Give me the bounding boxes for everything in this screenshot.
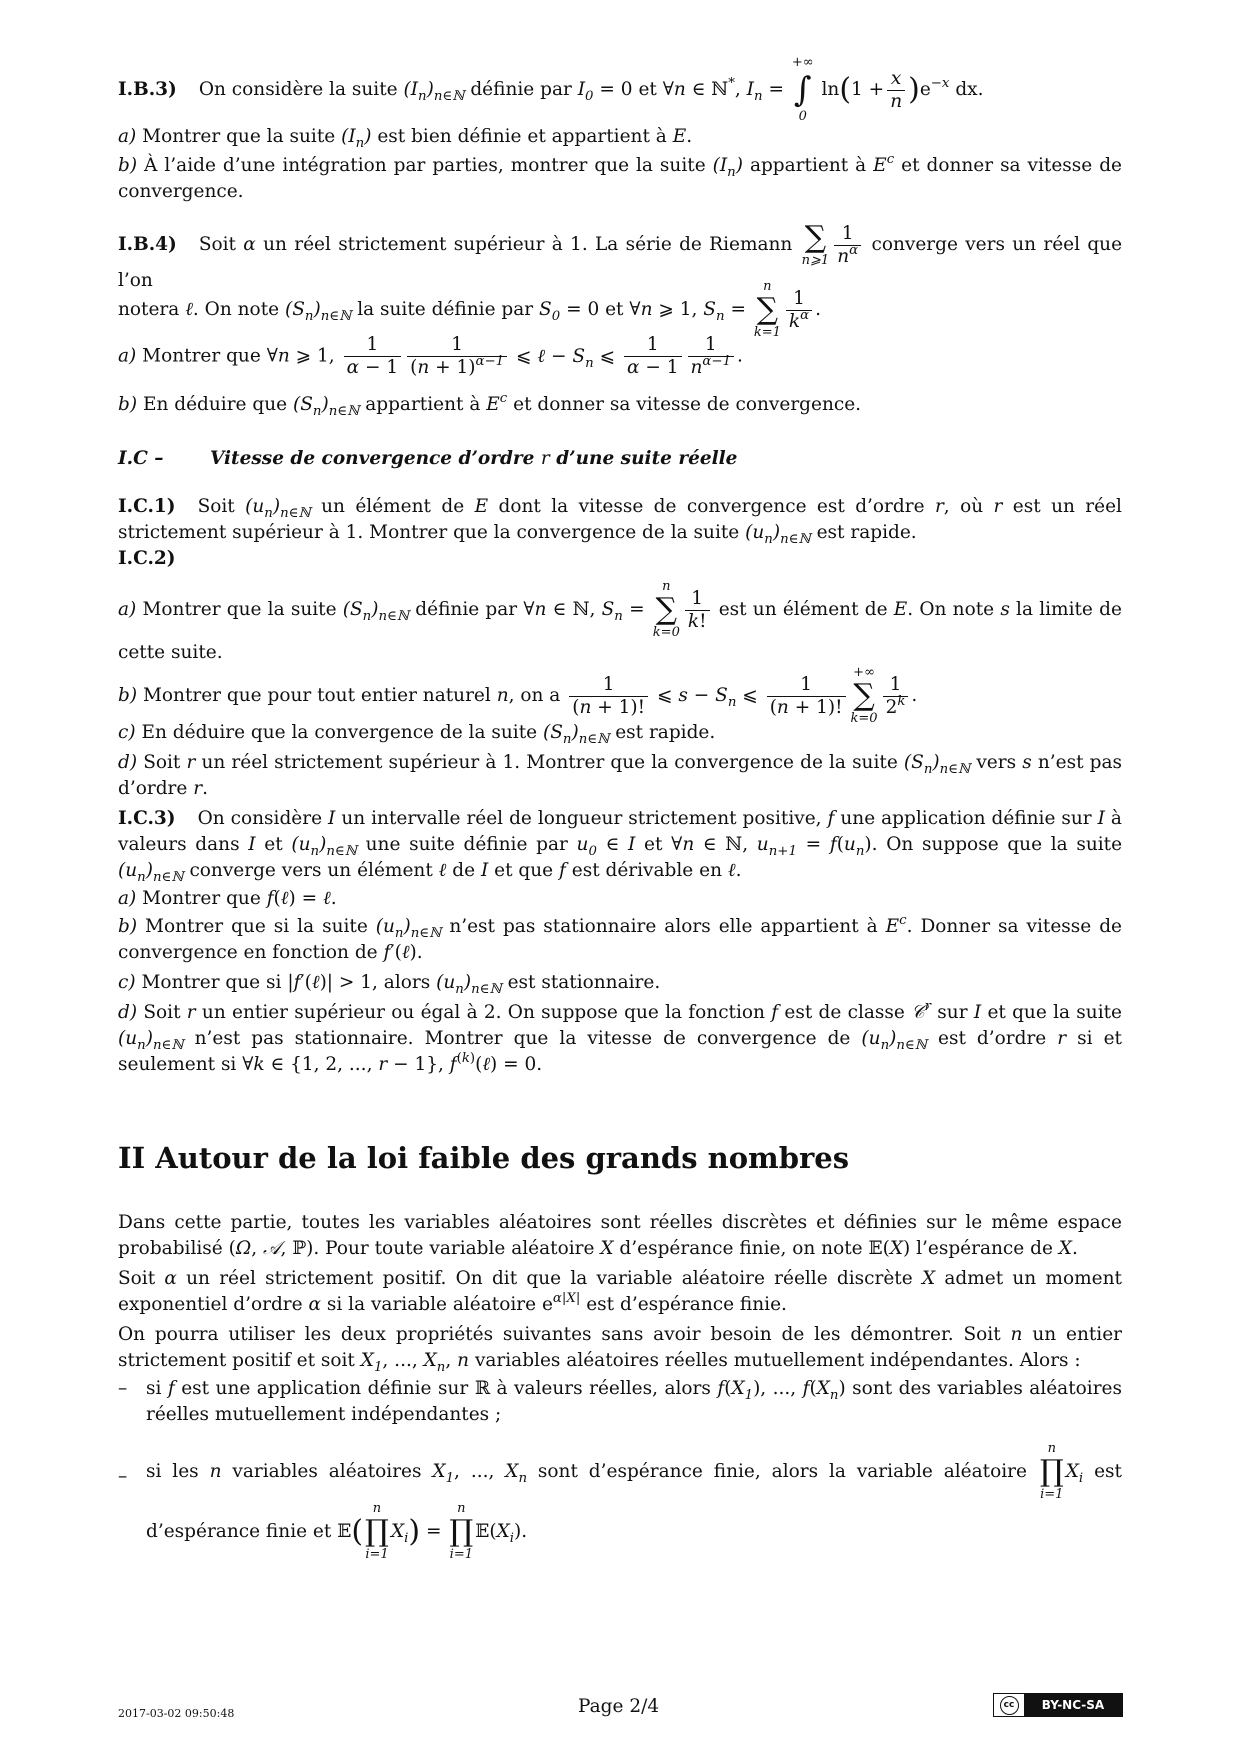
question-ic3-d: d) Soit r un entier supérieur ou égal à 2. On suppose que la fonction f est de classe 𝒞$^r$ sur I et que la suite $(u_n)_{n\in ℕ}$ n’est pas stationnaire. Montrer que la vitesse de convergence de $(u_n)_{n\in ℕ}$ est d’ordre r si et seulement si ∀k ∈ {1, 2, ..., r − 1}, $f^{(k)}(\ell) = 0$.: [118, 999, 1122, 1075]
question-ic1: I.C.1) Soit $(u_n)_{n\in ℕ}$ un élément de E dont la vitesse de convergence est d’ordre r, où r est un réel strictement supérieur à 1. Montrer que la convergence de la suite $(u_n)_{n\in ℕ}$ est rapide.: [118, 496, 1122, 547]
paragraph-1: Dans cette partie, toutes les variables aléatoires sont réelles discrètes et définies sur le même espace probabilisé (Ω, 𝒜, ℙ). Pour toute variable aléatoire X d’espérance finie, on note 𝔼(X) l’espérance de X.: [118, 1212, 1122, 1259]
question-ib3: I.B.3) On considère la suite $(I_n)_{n\in ℕ}$ définie par $I_0 = 0$ et ∀n ∈ ℕ*, $I_n$ = +∞ ∫ 0 ln(1 + $\frac{x}{n}$ )$e^{-x}$ dx.: [118, 55, 984, 124]
license-label: BY-NC-SA: [1024, 1694, 1122, 1716]
question-label: I.B.4): [118, 234, 177, 255]
list-item: – si f est une application définie sur ℝ à valeurs réelles, alors $f(X_1)$, ..., $f(X_n)$ sont des variables aléatoires réelles mutuellement indépendantes ;: [118, 1378, 1122, 1425]
creative-commons-icon: cc: [994, 1694, 1024, 1716]
question-ic3-c: c) Montrer que si |f′(ℓ)| > 1, alors $(u_n)_{n\in ℕ}$ est stationnaire.: [118, 972, 661, 997]
question-ib3-a: a) Montrer que la suite $(I_n)$ est bien définie et appartient à E.: [118, 126, 693, 151]
question-label: I.C.1): [118, 496, 176, 517]
question-ic2-c: c) En déduire que la convergence de la suite $(S_n)_{n\in ℕ}$ est rapide.: [118, 722, 716, 747]
question-ib4-cont: notera ℓ. On note $(S_n)_{n\in ℕ}$ la suite définie par $S_0 = 0$ et ∀n ⩾ 1, $S_n$ = n ∑ k=1 $\frac{1}{k^\alpha}$ .: [118, 279, 821, 340]
question-label: I.C.2): [118, 548, 176, 569]
page-number: Page 2/4: [578, 1696, 660, 1717]
question-ic2-d: d) Soit r un réel strictement supérieur à 1. Montrer que la convergence de la suite $(S_n)_{n\in ℕ}$ vers s n’est pas d’ordre r.: [118, 752, 1122, 799]
license-badge: [993, 1693, 1123, 1717]
paragraph-2: Soit α un réel strictement positif. On dit que la variable aléatoire réelle discrète X admet un moment exponentiel d’ordre α si la variable aléatoire $e^{\alpha|X|}$ est d’espérance finie.: [118, 1268, 1122, 1315]
question-label: I.B.3): [118, 79, 177, 100]
question-ib3-b: b) À l’aide d’une intégration par parties, montrer que la suite $(I_n)$ appartient à $E^c$ et donner sa vitesse de convergence.: [118, 152, 1123, 202]
question-ic2: [118, 546, 1122, 572]
question-ib4-b: b) En déduire que $(S_n)_{n\in ℕ}$ appartient à $E^c$ et donner sa vitesse de convergence.: [118, 391, 862, 419]
question-ib4-a: a) Montrer que ∀n ⩾ 1, $\frac{1}{\alpha - 1}$ $\frac{1}{(n + 1)^{\alpha-1}}$ ⩽ ℓ − $S_n$ ⩽ $\frac{1}{\alpha - 1}$ $\frac{1}{n^{\alpha-1}}$ .: [118, 334, 743, 378]
question-ib4: I.B.4) Soit α un réel strictement supérieur à 1. La série de Riemann ∑ n⩾1 $\frac{1}{n^\alpha}$ converge vers un réel que l’on: [118, 220, 1123, 291]
question-ic3-b: b) Montrer que si la suite $(u_n)_{n\in ℕ}$ n’est pas stationnaire alors elle appartient à $E^c$. Donner sa vitesse de convergence en fonction de f′(ℓ).: [118, 913, 1122, 963]
property-list: [118, 1376, 1122, 1562]
integral-sign: +∞ ∫ 0: [791, 55, 814, 124]
question-ic3: I.C.3) On considère I un intervalle réel de longueur strictement positive, f une application définie sur I à valeurs dans I et $(u_n)_{n\in ℕ}$ une suite définie par $u_0$ ∈ I et ∀n ∈ ℕ, $u_{n+1} = f(u_n)$. On suppose que la suite $(u_n)_{n\in ℕ}$ converge vers un élément ℓ de I et que f est dérivable en ℓ.: [118, 808, 1123, 885]
question-ic3-a: a) Montrer que f(ℓ) = ℓ.: [118, 888, 337, 909]
question-label: I.C.3): [118, 808, 176, 829]
section-heading-ic: I.C – Vitesse de convergence d’ordre r d’une suite réelle: [118, 448, 738, 469]
part-title: II Autour de la loi faible des grands nombres: [118, 1141, 850, 1175]
question-ic2-a: a) Montrer que la suite $(S_n)_{n\in ℕ}$ définie par ∀n ∈ ℕ, $S_n$ = n ∑ k=0 $\frac{1}{k!}$ est un élément de E. On note s la limite de cette suite.: [118, 579, 1122, 663]
list-item: – si les n variables aléatoires $X_1$, ..., $X_n$ sont d’espérance finie, alors la variable aléatoire n ∏ i=1 $X_i$ est d’espérance finie et 𝔼( n ∏ i=1 $X_i$) = n ∏ i=1 $𝔼(X_i)$.: [118, 1441, 1122, 1562]
paragraph-3: On pourra utiliser les deux propriétés suivantes sans avoir besoin de les démontrer. Soit n un entier strictement positif et soit $X_1$, ..., $X_n$, n variables aléatoires réelles mutuellement indépendantes. Alors :: [118, 1324, 1122, 1375]
footer-timestamp: 2017-03-02 09:50:48: [118, 1707, 235, 1720]
question-ic2-b: b) Montrer que pour tout entier naturel n, on a $\frac{1}{(n + 1)!}$ ⩽ $s - S_n$ ⩽ $\frac{1}{(n + 1)!}$ +∞ ∑ k=0 $\frac{1}{2^k}$ .: [118, 665, 918, 726]
